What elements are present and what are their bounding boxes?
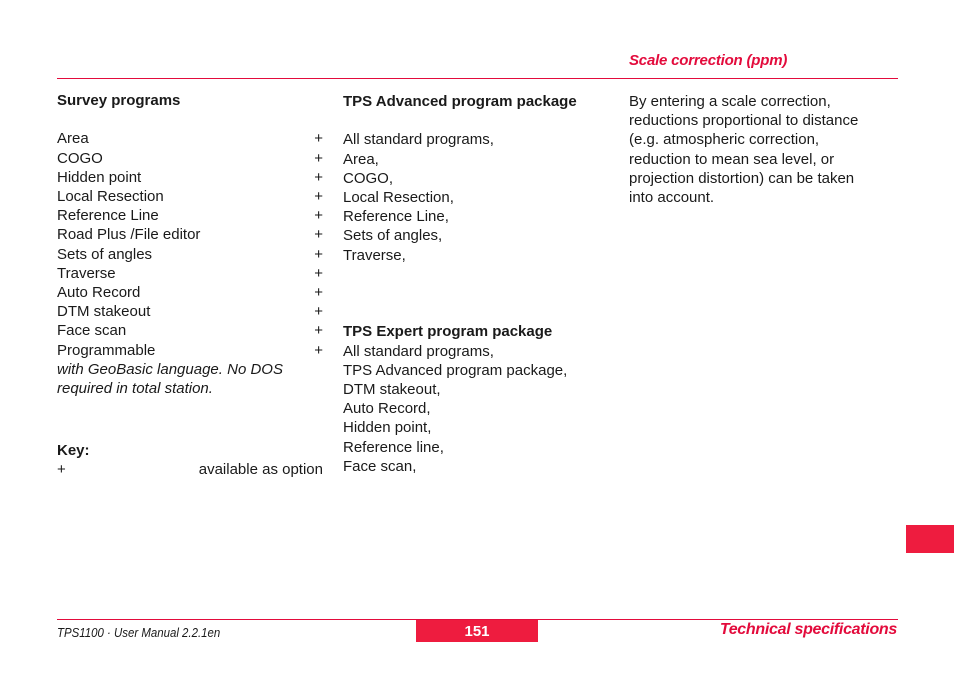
programmable-note-line2: required in total station. <box>57 380 213 398</box>
list-item: Reference line, <box>343 438 444 456</box>
advanced-package-heading: TPS Advanced program package <box>343 93 577 110</box>
list-item: Auto Record + <box>57 284 323 302</box>
list-item: COGO + <box>57 149 323 167</box>
paragraph-line: into account. <box>629 189 715 207</box>
list-item: DTM stakeout, <box>343 381 441 399</box>
list-item: TPS Advanced program package, <box>343 361 568 379</box>
list-item: Traverse, <box>343 246 406 264</box>
paragraph-line: (e.g. atmospheric correction, <box>629 131 820 149</box>
list-item: Auto Record, <box>343 400 431 418</box>
manual-title: TPS1100 · User Manual 2.2.1en <box>57 625 221 640</box>
list-item: Face scan, <box>343 457 417 475</box>
advanced-package-list <box>343 130 613 264</box>
list-item: Road Plus /File editor + <box>57 226 323 244</box>
paragraph-line: reduction to mean sea level, or <box>629 150 835 168</box>
list-item: All standard programs, <box>343 342 494 360</box>
chapter-tab-marker <box>906 525 954 553</box>
chapter-title: Technical specifications <box>719 621 897 638</box>
packages-column <box>343 92 613 476</box>
list-item: Local Resection, <box>343 189 454 206</box>
list-item: COGO, <box>343 169 394 187</box>
list-item: Sets of angles, <box>343 227 443 245</box>
list-item: Traverse + <box>57 264 323 282</box>
list-item: Reference Line + <box>57 207 323 225</box>
list-item: Reference Line, <box>343 208 449 226</box>
list-item: Hidden point, <box>343 419 432 437</box>
paragraph-line: By entering a scale correction, <box>629 93 831 110</box>
key-text: available as option <box>198 460 323 478</box>
survey-programs-heading: Survey programs <box>57 92 181 109</box>
key-heading: Key: <box>57 441 90 459</box>
survey-programs-column <box>57 91 323 479</box>
paragraph-line: projection distortion) can be taken <box>629 169 855 187</box>
list-item: Area + <box>57 130 323 148</box>
paragraph-line: reductions proportional to distance <box>629 112 859 130</box>
list-item: DTM stakeout + <box>57 303 323 321</box>
header-rule <box>57 78 898 79</box>
key-legend <box>57 460 323 479</box>
page-number: 151 <box>416 620 538 642</box>
survey-programs-list <box>57 129 323 359</box>
list-item: Local Resection + <box>57 188 323 205</box>
list-item: Sets of angles + <box>57 245 323 263</box>
expert-package-list <box>343 342 613 476</box>
list-item: Face scan + <box>57 322 323 340</box>
scale-correction-text <box>629 92 899 207</box>
key-symbol: + <box>57 460 66 478</box>
list-item: Programmable + <box>57 341 323 359</box>
list-item: All standard programs, <box>343 131 494 149</box>
list-item: Hidden point + <box>57 168 323 186</box>
section-title: Scale correction (ppm) <box>629 52 788 69</box>
list-item: Area, <box>343 150 379 168</box>
programmable-note-line1: with GeoBasic language. No DOS <box>57 360 283 378</box>
expert-package-heading: TPS Expert program package <box>343 323 553 341</box>
